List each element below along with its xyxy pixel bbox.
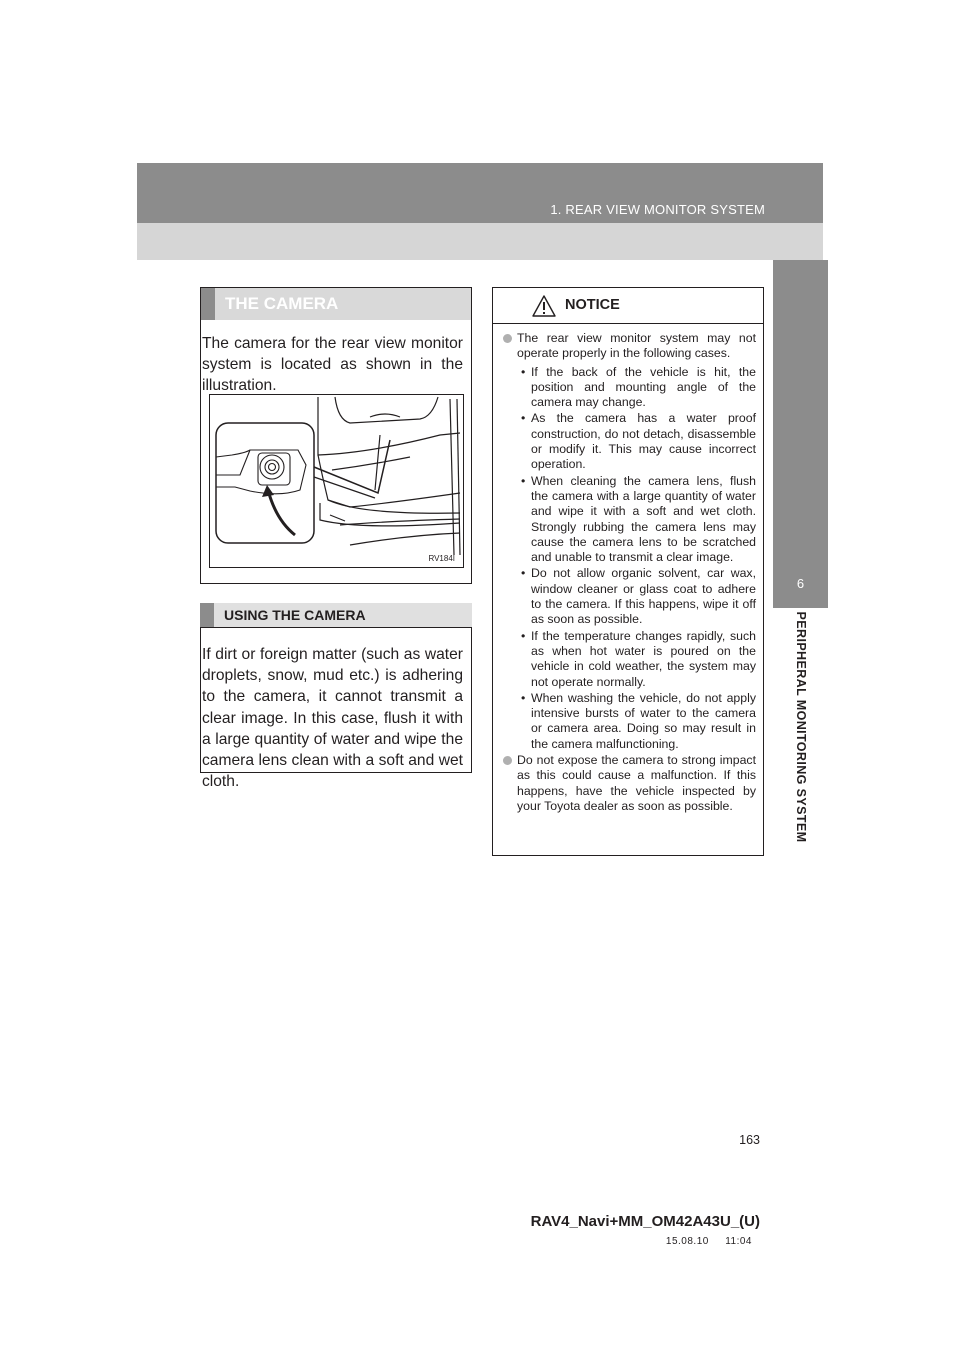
notice-subitem-text: When cleaning the camera lens, flush the camera with a large quantity of water and wipe it with a soft and wet cloth. Strongly rubbing the camera lens may cause the camera lens to be scratched and unable to transmit a clear image. (531, 473, 756, 565)
chapter-tab (773, 260, 828, 608)
title-marker (201, 288, 215, 320)
notice-box (492, 287, 764, 856)
notice-subitem (503, 691, 756, 752)
sub-bullet: • (521, 411, 526, 426)
illustration-code: RV184I (428, 554, 455, 563)
notice-header (493, 288, 763, 324)
sub-bullet: • (521, 690, 526, 705)
camera-location-illustration (209, 394, 464, 568)
using-section-title: USING THE CAMERA (224, 607, 366, 623)
notice-item-text: Do not expose the camera to strong impact as this could cause a malfunction. If this happens, have the vehicle inspected by your Toyota dealer as soon as possible. (517, 753, 756, 813)
camera-section-title-bar (201, 288, 471, 320)
page-number: 163 (739, 1133, 760, 1147)
notice-subitem-text: As the camera has a water proof construction, do not detach, disassemble or modify it. This may cause incorrect operation. (531, 411, 756, 472)
notice-subitem (503, 411, 756, 472)
notice-item (503, 331, 756, 362)
notice-item (503, 753, 756, 814)
rear-vehicle-drawing (210, 395, 463, 567)
warning-triangle-icon (531, 294, 557, 318)
header-band (137, 163, 823, 223)
camera-section-title: THE CAMERA (225, 294, 339, 313)
camera-section-text: The camera for the rear view monitor system is located as shown in the illustration. (202, 335, 463, 395)
notice-subitem-text: If the back of the vehicle is hit, the position and mounting angle of the camera may change. (531, 364, 756, 410)
chapter-title-vertical (791, 610, 811, 850)
section-header-title: 1. REAR VIEW MONITOR SYSTEM (550, 202, 765, 217)
print-timestamp: 15.08.10 11:04 (665, 1236, 752, 1247)
using-section-title-bar (200, 603, 472, 627)
notice-subitem (503, 365, 756, 411)
notice-item-text: The rear view monitor system may not operate properly in the following cases. (517, 331, 756, 361)
bullet-dot-icon (503, 756, 512, 765)
notice-subitem (503, 474, 756, 566)
notice-heading: NOTICE (565, 297, 620, 313)
document-code: RAV4_Navi+MM_OM42A43U_(U) (530, 1213, 760, 1230)
bullet-dot-icon (503, 334, 512, 343)
sub-bullet: • (521, 628, 526, 643)
notice-body (503, 331, 756, 817)
sub-bullet: • (521, 473, 526, 488)
header-subband (137, 223, 823, 260)
chapter-title: PERIPHERAL MONITORING SYSTEM (794, 611, 808, 843)
using-section-text: If dirt or foreign matter (such as water droplets, snow, mud etc.) is adhering to the camera, it cannot transmit a clear image. In this case, flush it with a large quantity of water and wipe the camera lens clean with a soft and wet cloth. (202, 646, 463, 791)
notice-subitem-text: If the temperature changes rapidly, such as when hot water is poured on the vehicle in cold weather, the system may not operate normally. (531, 628, 756, 689)
sub-bullet: • (521, 364, 526, 379)
chapter-number: 6 (796, 576, 805, 591)
notice-subitem-text: Do not allow organic solvent, car wax, window cleaner or glass coat to adhere to the camera. If this happens, wipe it off as soon as possible. (531, 566, 756, 627)
notice-subitem (503, 566, 756, 627)
sub-bullet: • (521, 566, 526, 581)
notice-subitem-text: When washing the vehicle, do not apply intensive bursts of water to the camera or camera area. Doing so may result in the camera malfunctioning. (531, 690, 756, 751)
title-marker (200, 603, 214, 627)
notice-subitem (503, 629, 756, 690)
